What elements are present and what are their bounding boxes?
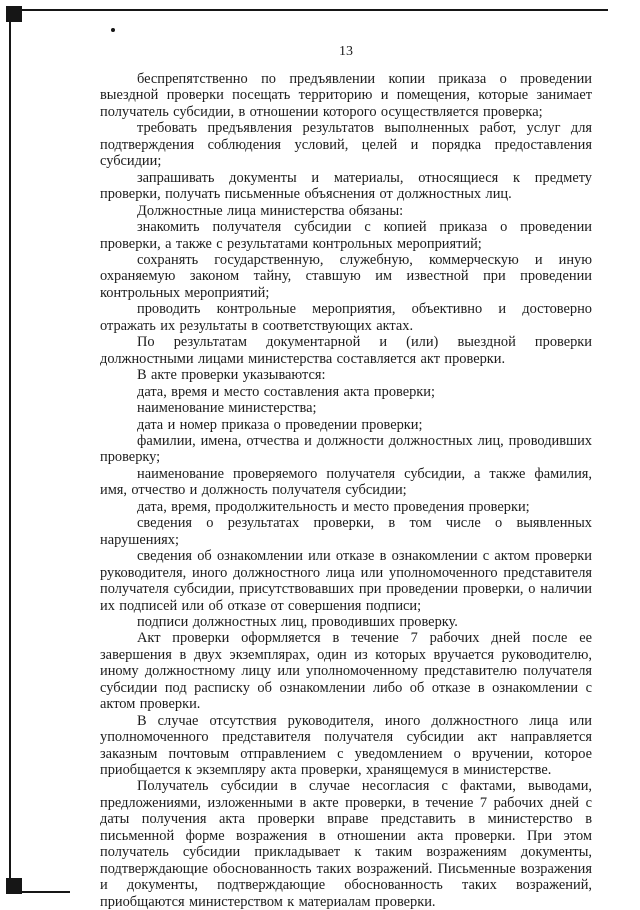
scan-frame-bottom-line bbox=[10, 891, 70, 893]
paragraph: В акте проверки указываются: bbox=[137, 367, 326, 384]
paragraph: сведения о результатах проверки, в том числе о выявленных нарушениях; bbox=[100, 515, 592, 548]
scan-frame-top-line bbox=[10, 9, 608, 11]
scan-artifact-dot bbox=[111, 28, 115, 32]
document-paragraphs bbox=[100, 71, 592, 910]
paragraph: наименование проверяемого получателя субсидии, а также фамилия, имя, отчество и должность получателя субсидии; bbox=[100, 465, 592, 499]
paragraph: сохранять государственную, служебную, коммерческую и иную охраняемую законом тайну, ставшую им известной при проведении контрольных мероприятий; bbox=[100, 251, 592, 301]
paragraph: Акт проверки оформляется в течение 7 рабочих дней после ее завершения в двух экземплярах, один из которых вручается руководителю, иному должностному лицу или уполномоченному представителю получателя субсидии под расписку об ознакомлении либо об отказе в ознакомлении с актом проверки. bbox=[100, 630, 592, 713]
paragraph: наименование министерства; bbox=[137, 400, 317, 417]
paragraph: беспрепятственно по предъявлении копии приказа о проведении выездной проверки посещать территорию и помещения, которые занимает получатель субсидии, в отношении которого осуществляется проверка; bbox=[100, 71, 592, 120]
paragraph: подписи должностных лиц, проводивших проверку. bbox=[137, 613, 458, 630]
paragraph: запрашивать документы и материалы, относящиеся к предмету проверки, получать письменные объяснения от должностных лиц. bbox=[100, 169, 592, 203]
paragraph: дата и номер приказа о проведении проверки; bbox=[137, 416, 423, 433]
paragraph: фамилии, имена, отчества и должности должностных лиц, проводивших проверку; bbox=[100, 432, 592, 466]
paragraph: дата, время и место составления акта проверки; bbox=[137, 383, 436, 400]
paragraph: знакомить получателя субсидии с копией приказа о проведении проверки, а также с результатами контрольных мероприятий; bbox=[100, 219, 592, 252]
paragraph: По результатам документарной и (или) выездной проверки должностными лицами министерства составляется акт проверки. bbox=[100, 334, 592, 367]
paragraph: В случае отсутствия руководителя, иного должностного лица или уполномоченного представителя получателя субсидии акт направляется заказным почтовым отправлением с уведомлением о вручении, которое приобщается к экземпляру акта проверки, хранящемуся в министерстве. bbox=[100, 712, 592, 779]
paragraph: проводить контрольные мероприятия, объективно и достоверно отражать их результаты в соответствующих актах. bbox=[100, 301, 592, 334]
page-number: 13 bbox=[339, 44, 353, 59]
paragraph: Получатель субсидии в случае несогласия с фактами, выводами, предложениями, изложенными в акте проверки, в течение 7 рабочих дней с даты получения акта проверки вправе представить в министерство в письменной форме возражения в отношении акта проверки. При этом получатель субсидии прикладывает к таким возражениям документы, подтверждающие обоснованность таких возражений. Письменные возражения и документы, подтверждающие обоснованность таких возражений, приобщаются министерством к материалам проверки. bbox=[100, 778, 592, 910]
paragraph: сведения об ознакомлении или отказе в ознакомлении с актом проверки руководителя, иного должностного лица или уполномоченного представителя получателя субсидии, присутствовавших при проведении проверки, о наличии их подписей или об отказе от совершения подписи; bbox=[100, 548, 592, 614]
scan-frame-left-line bbox=[9, 9, 11, 893]
paragraph: дата, время, продолжительность и место проведения проверки; bbox=[137, 498, 530, 515]
paragraph: Должностные лица министерства обязаны: bbox=[137, 202, 404, 219]
paragraph: требовать предъявления результатов выполненных работ, услуг для подтверждения соблюдения условий, целей и порядка предоставления субсидии; bbox=[100, 120, 592, 170]
